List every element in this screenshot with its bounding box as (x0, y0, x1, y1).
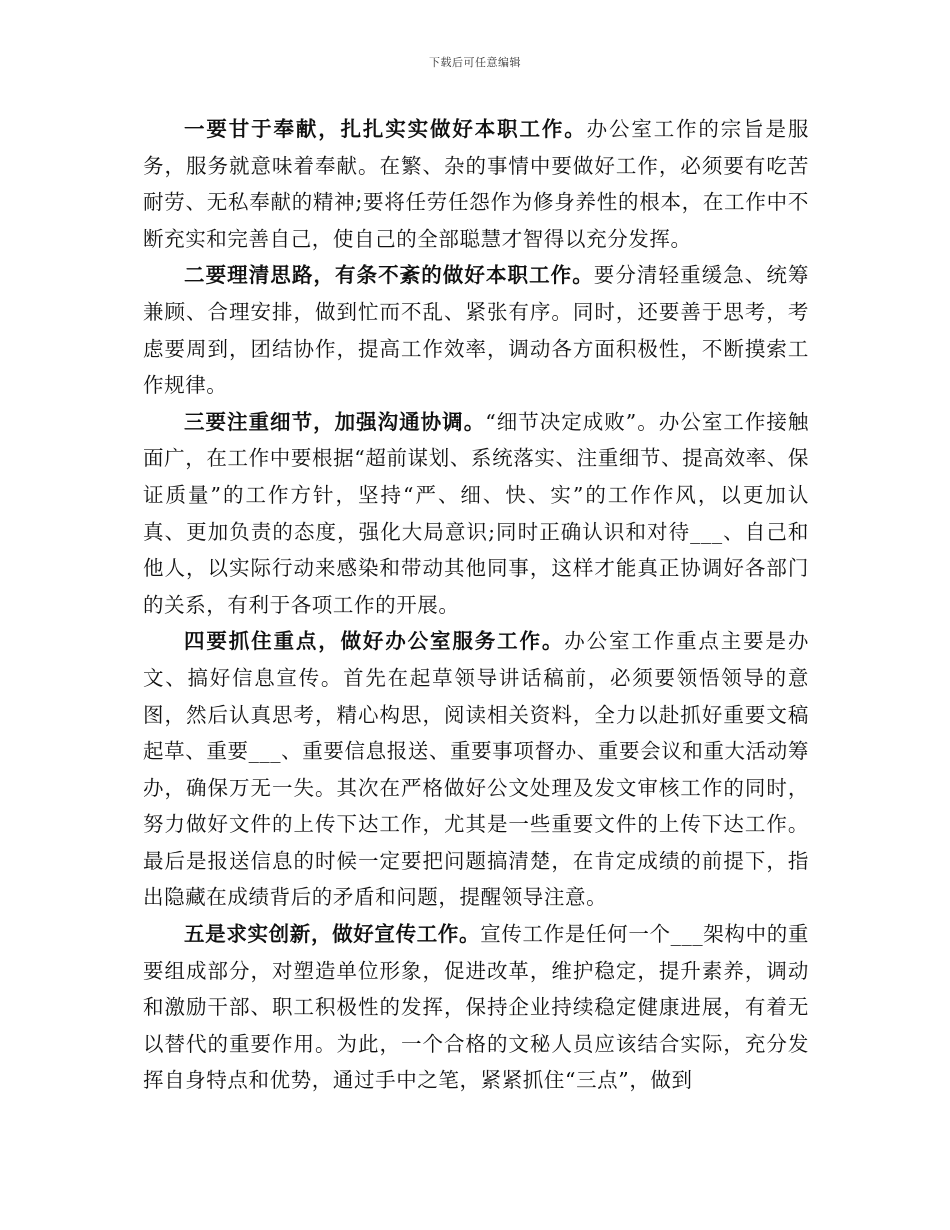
paragraph-lead: 三要注重细节，加强沟通协调。 (184, 409, 486, 434)
document-body (143, 111, 809, 1099)
paragraph-lead: 四要抓住重点，做好办公室服务工作。 (184, 629, 565, 654)
paragraph-5 (143, 916, 809, 1099)
paragraph-text: 要分清轻重缓急、统筹兼顾、合理安排，做到忙而不乱、紧张有序。同时，还要善于思考，考虑要周到，团结协作，提高工作效率，调动各方面积极性，不断摸索工作规律。 (143, 263, 810, 398)
paragraph-lead: 一要甘于奉献，扎扎实实做好本职工作。 (184, 117, 587, 141)
paragraph-lead: 五是求实创新，做好宣传工作。 (184, 922, 481, 947)
paragraph-text: 办公室工作重点主要是办文、搞好信息宣传。首先在起草领导讲话稿前，必须要领悟领导的意图，然后认真思考，精心构思，阅读相关资料，全力以赴抓好重要文稿起草、重要___、重要信息报送、重要事项督办、重要会议和重大活动筹办，确保万无一失。其次在严格做好公文处理及发文审核工作的同时，努力做好文件的上传下达工作，尤其是一些重要文件的上传下达工作。最后是报送信息的时候一定要把问题搞清楚，在肯定成绩的前提下，指出隐藏在成绩背后的矛盾和问题，提醒领导注意。 (143, 629, 809, 910)
paragraph-text: “细节决定成败”。办公室工作接触面广，在工作中要根据“超前谋划、系统落实、注重细节、提高效率、保证质量”的工作方针，坚持“严、细、快、实”的工作作风，以更加认真、更加负责的态度，强化大局意识;同时正确认识和对待___、自己和他人，以实际行动来感染和带动其他同事，这样才能真正协调好各部门的关系，有利于各项工作的开展。 (143, 409, 810, 617)
paragraph-lead: 二要理清思路，有条不紊的做好本职工作。 (184, 263, 594, 288)
paragraph-1 (143, 111, 809, 257)
paragraph-4 (143, 623, 809, 916)
paragraph-2 (143, 257, 809, 403)
paragraph-text: 办公室工作的宗旨是服务，服务就意味着奉献。在繁、杂的事情中要做好工作，必须要有吃苦耐劳、无私奉献的精神;要将任劳任怨作为修身养性的根本，在工作中不断充实和完善自己，使自己的全部聪慧才智得以充分发挥。 (143, 117, 809, 251)
paragraph-text: 宣传工作是任何一个___架构中的重要组成部分，对塑造单位形象，促进改革，维护稳定，提升素养，调动和激励干部、职工积极性的发挥，保持企业持续稳定健康进展，有着无以替代的重要作用。为此，一个合格的文秘人员应该结合实际，充分发挥自身特点和优势，通过手中之笔，紧紧抓住“三点”，做到 (143, 922, 810, 1093)
page-header: 下载后可任意编辑 (429, 56, 521, 69)
paragraph-3 (143, 404, 809, 624)
